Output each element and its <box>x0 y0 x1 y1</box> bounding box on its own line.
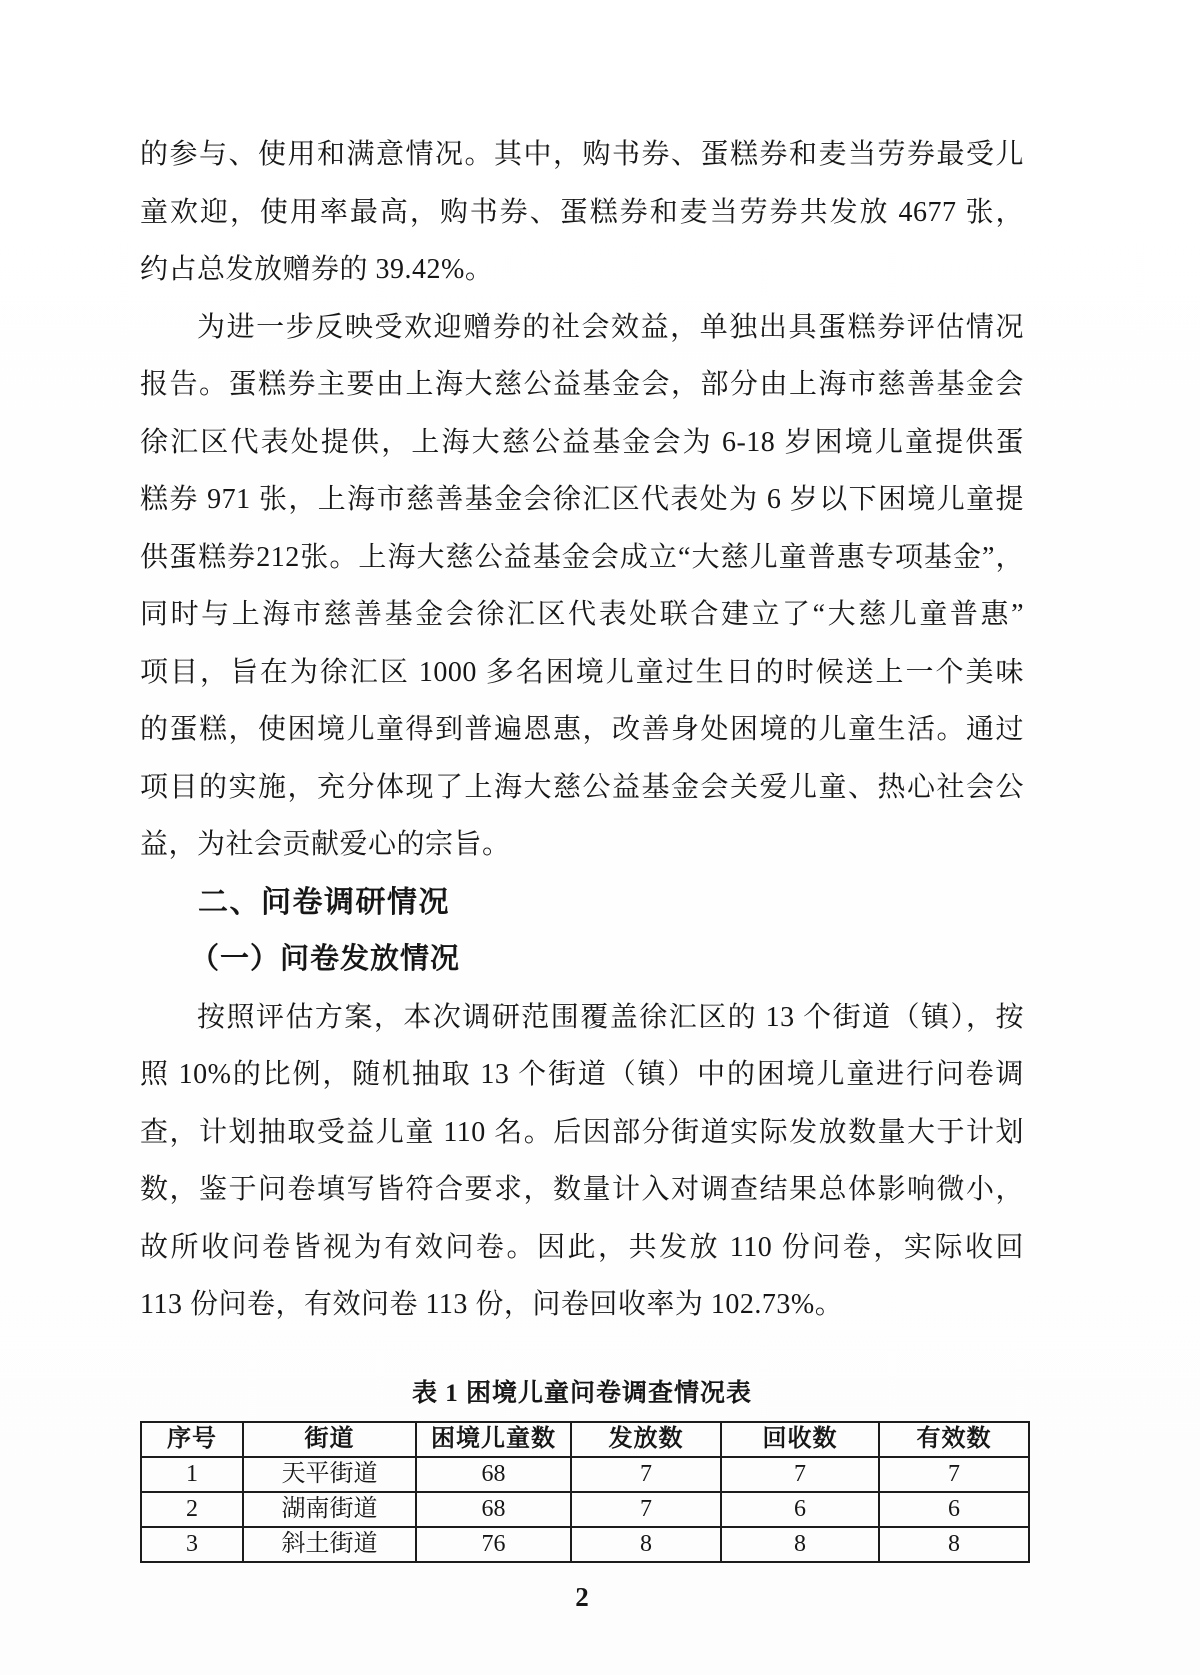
section-heading: 二、问卷调研情况 <box>198 885 450 919</box>
cell-issued: 7 <box>571 1492 721 1527</box>
cell-returned: 8 <box>721 1527 879 1562</box>
paragraph-line: 项目，旨在为徐汇区 1000 多名困境儿童过生日的时候送上一个美味 <box>140 656 1024 688</box>
col-header-street: 街道 <box>243 1422 416 1457</box>
table-row <box>141 1492 1029 1527</box>
cell-returned: 7 <box>721 1457 879 1492</box>
cell-index: 2 <box>141 1492 243 1527</box>
table-row <box>141 1457 1029 1492</box>
paragraph-line: 约占总发放赠券的 39.42%。 <box>140 254 494 285</box>
table-header-row <box>141 1422 1029 1457</box>
cell-valid: 6 <box>879 1492 1029 1527</box>
page-number: 2 <box>575 1581 589 1612</box>
cell-issued: 7 <box>571 1457 721 1492</box>
cell-valid: 8 <box>879 1527 1029 1562</box>
cell-index: 3 <box>141 1527 243 1562</box>
paragraph-line: 同时与上海市慈善基金会徐汇区代表处联合建立了“大慈儿童普惠” <box>140 599 1024 630</box>
paragraph-line: 徐汇区代表处提供，上海大慈公益基金会为 6-18 岁困境儿童提供蛋 <box>140 426 1024 458</box>
paragraph-line: 项目的实施，充分体现了上海大慈公益基金会关爱儿童、热心社会公 <box>140 771 1024 803</box>
cell-issued: 8 <box>571 1527 721 1562</box>
col-header-valid: 有效数 <box>879 1422 1029 1457</box>
paragraph-line: 供蛋糕券212张。上海大慈公益基金会成立“大慈儿童普惠专项基金”， <box>140 541 1024 573</box>
paragraph-line: 为进一步反映受欢迎赠券的社会效益，单独出具蛋糕券评估情况 <box>197 311 1024 343</box>
col-header-returned: 回收数 <box>721 1422 879 1457</box>
cell-returned: 6 <box>721 1492 879 1527</box>
cell-street: 斜土街道 <box>243 1527 416 1562</box>
paragraph-line: 数，鉴于问卷填写皆符合要求，数量计入对调查结果总体影响微小， <box>140 1174 1024 1205</box>
paragraph-line: 113 份问卷，有效问卷 113 份，问卷回收率为 102.73%。 <box>140 1289 844 1320</box>
subsection-heading: （一）问卷发放情况 <box>190 943 461 975</box>
paragraph-line: 童欢迎，使用率最高，购书券、蛋糕券和麦当劳券共发放 4677 张， <box>140 196 1024 228</box>
paragraph-line: 的蛋糕，使困境儿童得到普遍恩惠，改善身处困境的儿童生活。通过 <box>140 714 1024 745</box>
col-header-children-count: 困境儿童数 <box>416 1422 571 1457</box>
paragraph-line: 的参与、使用和满意情况。其中，购书券、蛋糕券和麦当劳券最受儿 <box>140 139 1024 170</box>
table-row <box>141 1527 1029 1562</box>
paragraph-line: 糕券 971 张，上海市慈善基金会徐汇区代表处为 6 岁以下困境儿童提 <box>140 484 1024 515</box>
cell-street: 天平街道 <box>243 1457 416 1492</box>
cell-index: 1 <box>141 1457 243 1492</box>
paragraph-line: 益，为社会贡献爱心的宗旨。 <box>140 829 511 860</box>
paragraph-line: 照 10%的比例，随机抽取 13 个街道（镇）中的困境儿童进行问卷调 <box>140 1059 1024 1090</box>
cell-valid: 7 <box>879 1457 1029 1492</box>
text-column <box>140 126 1024 1614</box>
survey-table <box>140 1421 1030 1563</box>
col-header-issued: 发放数 <box>571 1422 721 1457</box>
paragraph-line: 报告。蛋糕券主要由上海大慈公益基金会，部分由上海市慈善基金会 <box>140 369 1024 400</box>
cell-children-count: 68 <box>416 1492 571 1527</box>
paragraph-line: 故所收问卷皆视为有效问卷。因此，共发放 110 份问卷，实际收回 <box>140 1231 1024 1263</box>
paragraph-line: 按照评估方案，本次调研范围覆盖徐汇区的 13 个街道（镇），按 <box>197 1001 1024 1033</box>
col-header-index: 序号 <box>141 1422 243 1457</box>
paragraph-line: 查，计划抽取受益儿童 110 名。后因部分街道实际发放数量大于计划 <box>140 1116 1024 1148</box>
cell-children-count: 68 <box>416 1457 571 1492</box>
cell-street: 湖南街道 <box>243 1492 416 1527</box>
table-caption: 表 1 困境儿童问卷调查情况表 <box>411 1379 752 1407</box>
cell-children-count: 76 <box>416 1527 571 1562</box>
